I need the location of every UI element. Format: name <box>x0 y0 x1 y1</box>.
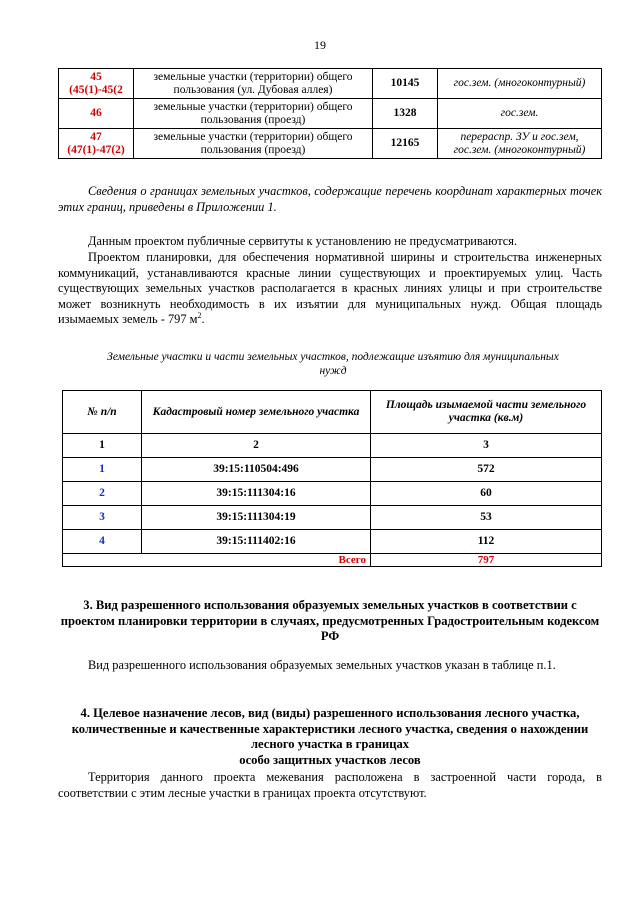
parcel-description: земельные участки (территории) общего пользования (ул. Дубовая аллея) <box>134 69 373 99</box>
parcel-note: гос.зем. (многоконтурный) <box>438 69 602 99</box>
withdrawal-area: 112 <box>371 530 602 554</box>
planning-paragraph-text: Проектом планировки, для обеспечения нормативной ширины и строительства инженерных коммуникаций, устанавливаются красные линии существующих и проектируемых улиц. Часть существующих земельных участков располагается в красных линиях улицы и при строительстве может возникнуть необходимость в их изъятии для муниципальных нужд. Общая площадь изымаемых земель - 797 м <box>58 250 602 326</box>
column-index: 1 <box>63 434 142 458</box>
section-3-title: 3. Вид разрешенного использования образуемых земельных участков в соответствии с проектом планировки территории в случаях, предусмотренных Градостроительным кодексом РФ <box>60 598 600 643</box>
row-number: 2 <box>63 482 142 506</box>
area-unit-superscript: 2 <box>197 310 202 320</box>
parcel-description: земельные участки (территории) общего пользования (проезд) <box>134 99 373 129</box>
section-4-title-main: 4. Целевое назначение лесов, вид (виды) разрешенного использования лесного участка, количественные и качественные характеристики лесного участка, сведения о нахождении лесного участка в границах <box>71 706 589 751</box>
table-header-row <box>63 391 602 434</box>
total-label: Всего <box>63 554 371 567</box>
parcel-number: 45 (45(1)-45(2 <box>59 69 134 99</box>
planning-paragraph <box>58 250 602 328</box>
row-number: 3 <box>63 506 142 530</box>
parcel-number: 46 <box>59 99 134 129</box>
withdrawal-area: 53 <box>371 506 602 530</box>
section-4-title-line2: особо защитных участков лесов <box>239 752 421 767</box>
column-header-number: № п/п <box>63 391 142 434</box>
parcels-table <box>58 68 602 159</box>
table-row <box>59 99 602 129</box>
parcel-area: 1328 <box>373 99 438 129</box>
table-row <box>63 506 602 530</box>
page-number: 19 <box>314 38 326 52</box>
column-header-area: Площадь изымаемой части земельного участка (кв.м) <box>371 391 602 434</box>
withdrawal-table <box>62 390 602 567</box>
coordinates-note: Сведения о границах земельных участков, содержащие перечень координат характерных точек этих границ, приведены в Приложении 1. <box>58 184 602 214</box>
withdrawal-area: 60 <box>371 482 602 506</box>
column-index: 2 <box>142 434 371 458</box>
table-row <box>59 129 602 159</box>
parcel-description: земельные участки (территории) общего пользования (проезд) <box>134 129 373 159</box>
section-4-text: Территория данного проекта межевания расположена в застроенной части города, в соответствии с этим лесные участки в границах проекта отсутствуют. <box>58 770 602 800</box>
parcel-area: 12165 <box>373 129 438 159</box>
table-row <box>63 482 602 506</box>
parcel-area: 10145 <box>373 69 438 99</box>
cadastral-number: 39:15:110504:496 <box>142 458 371 482</box>
planning-paragraph-end: . <box>201 312 205 326</box>
section-4-title <box>58 706 602 768</box>
parcel-number: 47 (47(1)-47(2) <box>59 129 134 159</box>
table-row <box>63 530 602 554</box>
row-number: 1 <box>63 458 142 482</box>
column-index: 3 <box>371 434 602 458</box>
row-number: 4 <box>63 530 142 554</box>
table-row <box>63 458 602 482</box>
column-header-cadastral: Кадастровый номер земельного участка <box>142 391 371 434</box>
parcel-note: гос.зем. <box>438 99 602 129</box>
total-value: 797 <box>371 554 602 567</box>
parcel-note: перераспр. ЗУ и гос.зем, гос.зем. (многоконтурный) <box>438 129 602 159</box>
cadastral-number: 39:15:111402:16 <box>142 530 371 554</box>
withdrawal-area: 572 <box>371 458 602 482</box>
table-row <box>59 69 602 99</box>
servitude-paragraph: Данным проектом публичные сервитуты к установлению не предусматриваются. <box>88 234 518 248</box>
cadastral-number: 39:15:111304:19 <box>142 506 371 530</box>
table-row <box>63 434 602 458</box>
cadastral-number: 39:15:111304:16 <box>142 482 371 506</box>
table-caption: Земельные участки и части земельных участков, подлежащие изъятию для муниципальных нужд <box>107 351 559 377</box>
total-row <box>63 554 602 567</box>
section-3-text: Вид разрешенного использования образуемых земельных участков указан в таблице п.1. <box>88 658 556 672</box>
